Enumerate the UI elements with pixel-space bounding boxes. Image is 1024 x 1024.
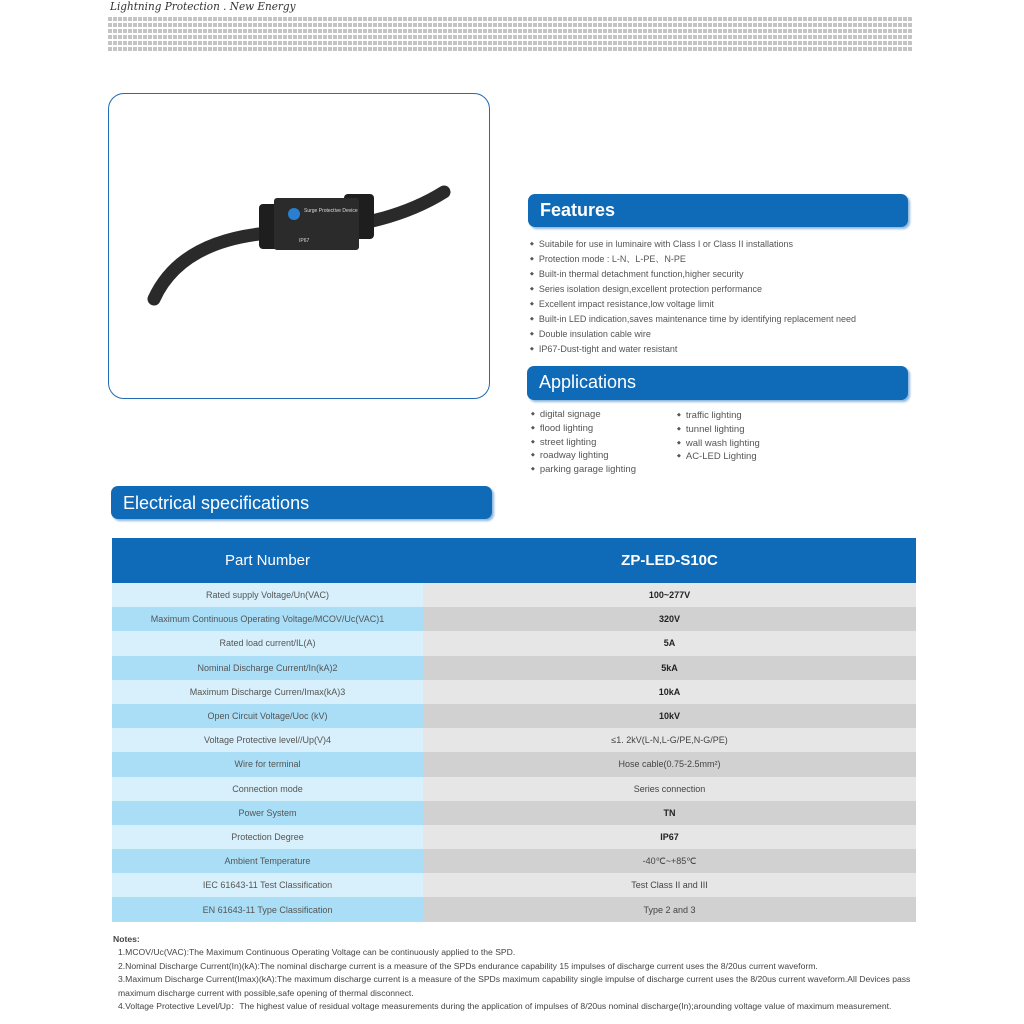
feature-item: ◆ Protection mode : L-N、L-PE、N-PE: [530, 252, 856, 267]
application-item: ◆ flood lighting: [531, 422, 636, 436]
table-row: [112, 873, 916, 897]
spec-value: 5kA: [423, 656, 916, 680]
applications-heading: Applications: [527, 366, 908, 400]
application-item: ◆ roadway lighting: [531, 449, 636, 463]
applications-list-1: [531, 408, 636, 477]
spec-value: Type 2 and 3: [423, 897, 916, 921]
spec-value: Test Class II and III: [423, 873, 916, 897]
table-row: [112, 777, 916, 801]
header-model: ZP-LED-S10C: [423, 538, 916, 583]
spec-label: Open Circuit Voltage/Uoc (kV): [112, 704, 423, 728]
table-row: [112, 583, 916, 607]
spec-value: Series connection: [423, 777, 916, 801]
table-row: [112, 801, 916, 825]
table-row: [112, 680, 916, 704]
table-row: [112, 825, 916, 849]
spec-label: Connection mode: [112, 777, 423, 801]
spec-label: IEC 61643-11 Test Classification: [112, 873, 423, 897]
spec-label: Protection Degree: [112, 825, 423, 849]
spec-label: Rated load current/IL(A): [112, 631, 423, 655]
feature-item: ◆ Excellent impact resistance,low voltage limit: [530, 297, 856, 312]
spec-value: IP67: [423, 825, 916, 849]
dotted-banner: [108, 15, 912, 51]
spec-value: 5A: [423, 631, 916, 655]
note-item: 1.MCOV/Uc(VAC):The Maximum Continuous Operating Voltage can be continuously applied to the SPD.: [118, 947, 516, 958]
feature-item: ◆ IP67-Dust-tight and water resistant: [530, 342, 856, 357]
notes-title: Notes:: [113, 934, 140, 944]
table-row: [112, 704, 916, 728]
electrical-specs-heading: Electrical specifications: [111, 486, 492, 519]
spec-label: Maximum Discharge Curren/Imax(kA)3: [112, 680, 423, 704]
feature-item: ◆ Built-in thermal detachment function,higher security: [530, 267, 856, 282]
feature-item: ◆ Double insulation cable wire: [530, 327, 856, 342]
note-item: 2.Nominal Discharge Current(In)(kA):The nominal discharge current is a measure of the SPDs endurance capability 15 impulses of discharge current uses the 8/20us current waveform.: [118, 960, 818, 971]
features-heading: Features: [528, 194, 908, 227]
spec-value: TN: [423, 801, 916, 825]
spec-value: Hose cable(0.75-2.5mm²): [423, 752, 916, 776]
table-row: [112, 656, 916, 680]
tagline: Lightning Protection . New Energy: [110, 0, 296, 13]
spec-value: 10kV: [423, 704, 916, 728]
application-item: ◆ parking garage lighting: [531, 463, 636, 477]
spec-label: Maximum Continuous Operating Voltage/MCOV/Uc(VAC)1: [112, 607, 423, 631]
device-label-rating: IP67: [299, 238, 310, 244]
notes: [113, 933, 923, 1013]
spec-label: Wire for terminal: [112, 752, 423, 776]
spec-label: EN 61643-11 Type Classification: [112, 897, 423, 921]
note-item: 3.Maximum Discharge Current(Imax)(kA):The maximum discharge current is a measure of the SPDs maximum capability single impulse of discharge current uses the 8/20us current waveform.All Devices pass maximum discharge current with possible,safe opening of thermal disconnect.: [118, 974, 911, 998]
product-image: [109, 94, 489, 398]
table-row: [112, 849, 916, 873]
spec-value: ≤1. 2kV(L-N,L-G/PE,N-G/PE): [423, 728, 916, 752]
spec-value: 320V: [423, 607, 916, 631]
product-image-frame: [108, 93, 490, 399]
feature-item: ◆ Suitabile for use in luminaire with Class I or Class II installations: [530, 237, 856, 252]
specs-table: [112, 538, 916, 922]
application-item: ◆ tunnel lighting: [677, 423, 760, 437]
spec-label: Nominal Discharge Current/In(kA)2: [112, 656, 423, 680]
spec-value: 10kA: [423, 680, 916, 704]
features-list: [530, 237, 856, 357]
spec-label: Voltage Protective level//Up(V)4: [112, 728, 423, 752]
table-row: [112, 631, 916, 655]
application-item: ◆ wall wash lighting: [677, 437, 760, 451]
spec-value: -40℃~+85℃: [423, 849, 916, 873]
feature-item: ◆ Series isolation design,excellent protection performance: [530, 282, 856, 297]
table-row: [112, 897, 916, 921]
spec-label: Ambient Temperature: [112, 849, 423, 873]
table-row: [112, 728, 916, 752]
spec-label: Rated supply Voltage/Un(VAC): [112, 583, 423, 607]
device-label-title: Surge Protective Device: [304, 208, 358, 214]
header-part-number: Part Number: [112, 538, 423, 583]
application-item: ◆ AC-LED Lighting: [677, 450, 760, 464]
applications-list-2: [677, 409, 760, 464]
application-item: ◆ digital signage: [531, 408, 636, 422]
note-item: 4.Voltage Protective Level/Up：The highest value of residual voltage measurements during the application of impulses of 8/20us nominal discharge(In);arounding voltage value of maximum measurement.: [118, 1001, 892, 1012]
table-row: [112, 752, 916, 776]
application-item: ◆ traffic lighting: [677, 409, 760, 423]
spec-label: Power System: [112, 801, 423, 825]
application-item: ◆ street lighting: [531, 436, 636, 450]
feature-item: ◆ Built-in LED indication,saves maintenance time by identifying replacement need: [530, 312, 856, 327]
spec-value: 100~277V: [423, 583, 916, 607]
table-row: [112, 607, 916, 631]
